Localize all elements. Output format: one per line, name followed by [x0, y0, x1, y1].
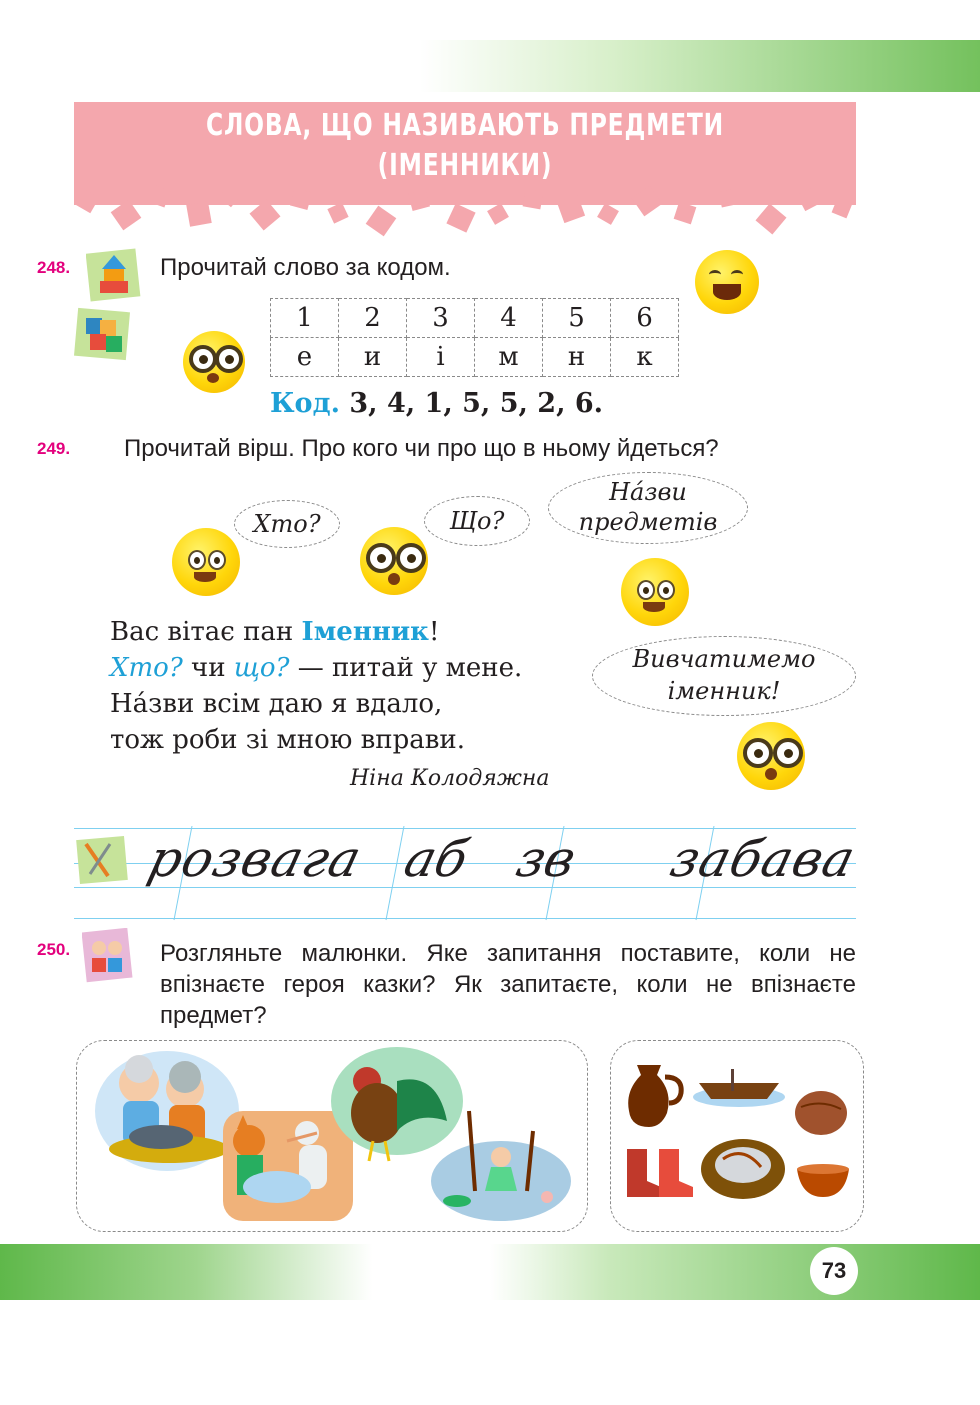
table-cell: 6: [611, 299, 679, 338]
poem-text: чи: [182, 653, 234, 683]
top-green-band: [420, 40, 980, 92]
handwriting-word-3: зв: [510, 830, 582, 888]
handwriting-word-4: забава: [664, 830, 862, 888]
poem-keyword: Іменник: [301, 617, 429, 647]
objects-frame: [610, 1040, 864, 1232]
poem-text: !: [428, 617, 440, 647]
blocks-toy-icon: [86, 247, 142, 308]
exercise-249-task: Прочитай вірш. Про кого чи про що в ньому йдеться?: [124, 435, 719, 462]
laughing-smiley-icon: [695, 250, 759, 314]
table-cell: 4: [475, 299, 543, 338]
exercise-number-249: 249.: [37, 439, 71, 458]
table-cell: н: [543, 338, 611, 377]
code-label: Код.: [270, 388, 340, 419]
children-reading-icon: [82, 928, 134, 989]
table-cell: і: [407, 338, 475, 377]
title-line-1: СЛОВА, ЩО НАЗИВАЮТЬ ПРЕДМЕТИ: [205, 108, 725, 143]
table-cell: 5: [543, 299, 611, 338]
poem: [110, 614, 522, 758]
table-cell: 2: [339, 299, 407, 338]
table-cell: 1: [271, 299, 339, 338]
poem-question-what: що?: [233, 653, 290, 683]
glasses-smiley-icon: [183, 331, 245, 393]
glasses-smiley-icon: [737, 722, 805, 790]
glasses-smiley-icon: [360, 527, 428, 595]
table-cell: к: [611, 338, 679, 377]
page-title: [160, 102, 770, 186]
poem-line-1: [110, 614, 522, 650]
poem-text: Вас вітає пан: [110, 617, 302, 647]
bubble-study-line-1: Вивчатимемо: [632, 645, 816, 673]
page-number: 73: [810, 1247, 858, 1295]
poem-line-3: На́зви всім даю я вдало,: [110, 689, 443, 719]
poem-line-2: [110, 650, 522, 686]
smiley-icon: [172, 528, 240, 596]
speech-bubble-what: Що?: [424, 496, 530, 546]
smiley-icon: [621, 558, 689, 626]
poem-author: Ніна Колодяжна: [350, 766, 550, 791]
bubble-names-line-1: На́зви: [609, 478, 687, 506]
code-table-digits-row: [271, 299, 679, 338]
handwriting-word-1: розвага: [142, 830, 368, 888]
title-line-2: (ІМЕННИКИ): [377, 148, 553, 183]
code-line: [270, 388, 603, 419]
code-table: [270, 298, 679, 377]
poem-text: — питай у мене.: [289, 653, 523, 683]
handwriting-word-2: аб: [398, 830, 474, 888]
table-cell: е: [271, 338, 339, 377]
speech-bubble-study: [592, 636, 856, 716]
bubble-names-line-2: предметів: [578, 508, 718, 536]
table-cell: и: [339, 338, 407, 377]
table-cell: 3: [407, 299, 475, 338]
exercise-number-248: 248.: [37, 258, 71, 277]
speech-bubble-who: Хто?: [234, 500, 340, 548]
exercise-248-task: Прочитай слово за кодом.: [160, 254, 451, 281]
code-table-letters-row: [271, 338, 679, 377]
exercise-number-250: 250.: [37, 940, 71, 959]
poem-line-4: тож роби зі мною вправи.: [110, 725, 465, 755]
code-value: 3, 4, 1, 5, 5, 2, 6.: [349, 388, 604, 419]
fairy-tale-characters-frame: [76, 1040, 588, 1232]
bubble-study-line-2: іменник!: [667, 677, 781, 705]
letter-cubes-icon: [74, 306, 134, 367]
poem-question-who: Хто?: [110, 653, 183, 683]
exercise-250-task: Розгляньте малюнки. Яке запитання поставите, коли не впізнаєте героя казки? Як запитаєте, коли не впізнаєте предмет?: [160, 940, 856, 1029]
speech-bubble-names: [548, 472, 748, 544]
table-cell: м: [475, 338, 543, 377]
pencil-icon: [74, 836, 130, 891]
